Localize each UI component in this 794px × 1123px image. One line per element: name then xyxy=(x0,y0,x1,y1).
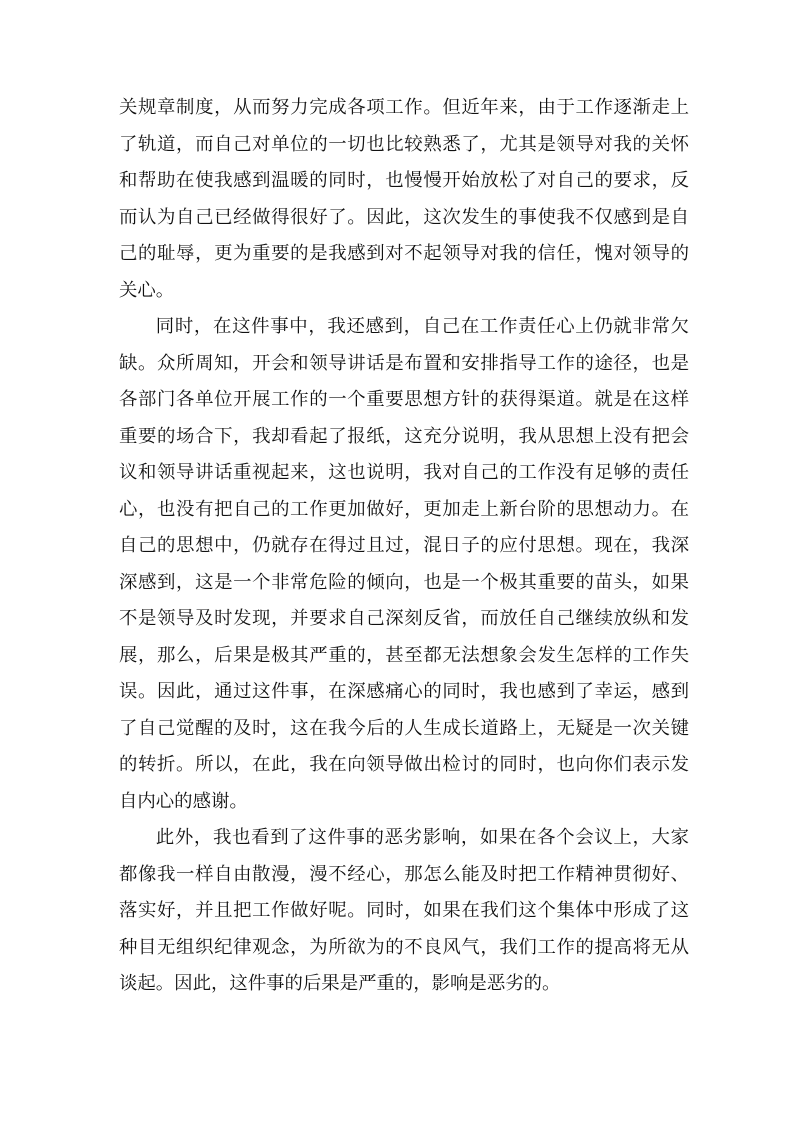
document-page xyxy=(119,90,689,1003)
paragraph-responsibility: 同时，在这件事中，我还感到，自己在工作责任心上仍就非常欠缺。众所周知，开会和领导讲话是布置和安排指导工作的途径，也是各部门各单位开展工作的一个重要思想方针的获得渠道。就是在这样重要的场合下，我却看起了报纸，这充分说明，我从思想上没有把会议和领导讲话重视起来，这也说明，我对自己的工作没有足够的责任心，也没有把自己的工作更加做好，更加走上新台阶的思想动力。在自己的思想中，仍就存在得过且过，混日子的应付思想。现在，我深深感到，这是一个非常危险的倾向，也是一个极其重要的苗头，如果不是领导及时发现，并要求自己深刻反省，而放任自己继续放纵和发展，那么，后果是极其严重的，甚至都无法想象会发生怎样的工作失误。因此，通过这件事，在深感痛心的同时，我也感到了幸运，感到了自己觉醒的及时，这在我今后的人生成长道路上，无疑是一次关键的转折。所以，在此，我在向领导做出检讨的同时，也向你们表示发自内心的感谢。 xyxy=(119,316,689,812)
paragraph-impact: 此外，我也看到了这件事的恶劣影响，如果在各个会议上，大家都像我一样自由散漫，漫不经心，那怎么能及时把工作精神贯彻好、落实好，并且把工作做好呢。同时，如果在我们这个集体中形成了这种目无组织纪律观念，为所欲为的不良风气，我们工作的提高将无从谈起。因此，这件事的后果是严重的，影响是恶劣的。 xyxy=(119,827,689,994)
paragraph-continuation: 关规章制度，从而努力完成各项工作。但近年来，由于工作逐渐走上了轨道，而自己对单位的一切也比较熟悉了，尤其是领导对我的关怀和帮助在使我感到温暖的同时，也慢慢开始放松了对自己的要求，反而认为自己已经做得很好了。因此，这次发生的事使我不仅感到是自己的耻辱，更为重要的是我感到对不起领导对我的信任，愧对领导的关心。 xyxy=(119,97,689,301)
